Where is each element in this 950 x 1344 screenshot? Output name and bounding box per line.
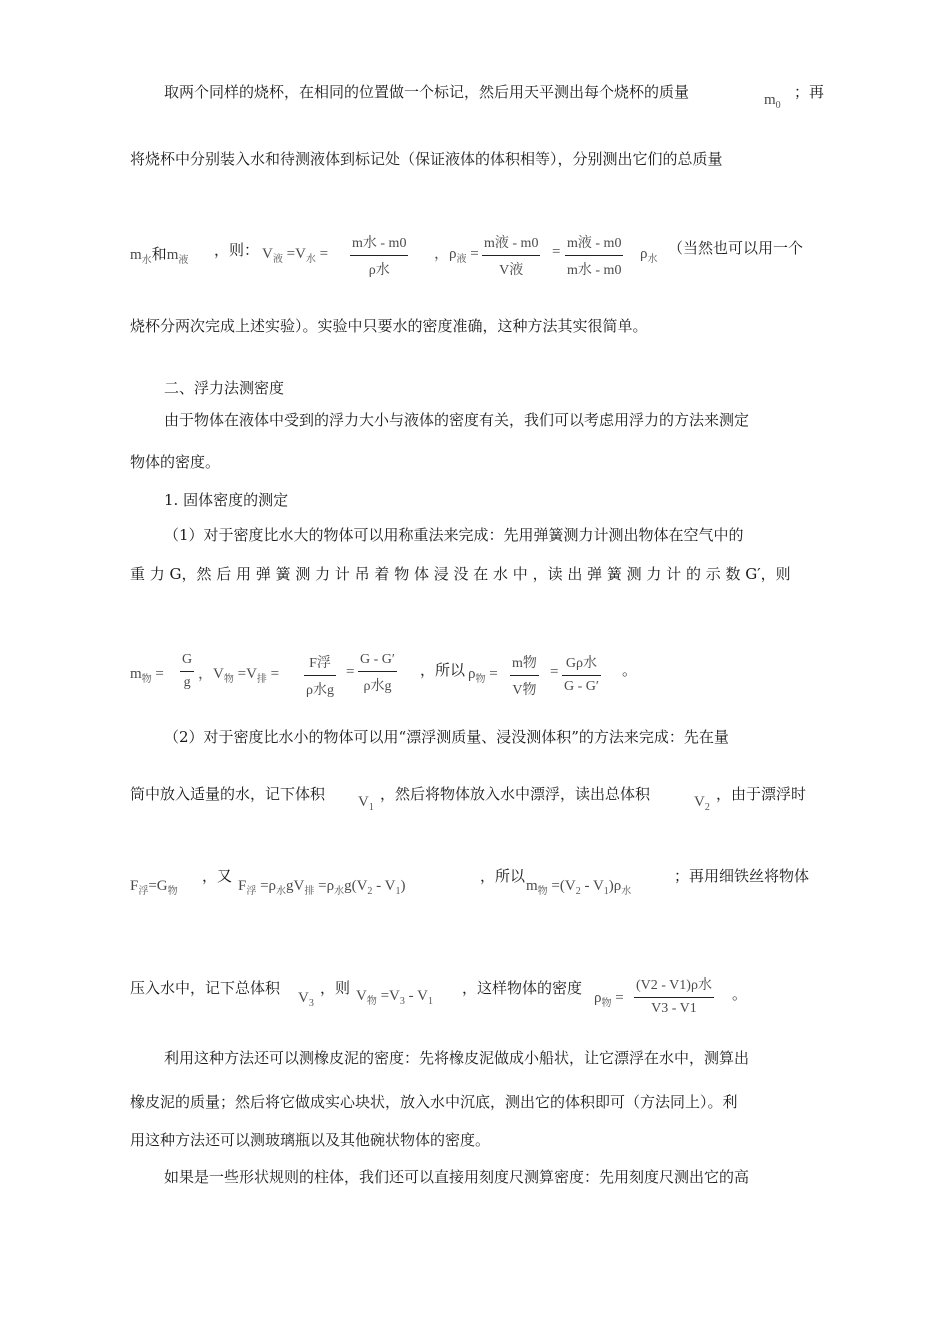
fraction-numerator: G — [182, 652, 193, 667]
symbol-V2 — [694, 792, 710, 814]
fraction-denominator: G - G′ — [564, 679, 599, 694]
symbol: m — [526, 878, 538, 894]
symbol: V — [246, 666, 257, 682]
text-run: 和 — [151, 247, 167, 263]
symbol: ρ — [640, 246, 648, 262]
symbol: ρ — [594, 990, 602, 1006]
fraction-ratio — [565, 232, 623, 279]
formula-archimedes — [238, 876, 405, 898]
subscript: 0 — [775, 100, 781, 111]
fraction-numerator: m水 - m0 — [352, 236, 407, 251]
fraction-denominator: ρ水 — [368, 263, 390, 278]
text-run: 取两个同样的烧杯，在相同的位置做一个标记，然后用天平测出每个烧杯的质量 — [164, 83, 690, 101]
subscript: 水 — [276, 886, 287, 897]
text-run: =ρ — [260, 878, 277, 894]
text-run: 筒中放入适量的水，记下体积 — [130, 785, 326, 803]
text-run: ，然后将物体放入水中漂浮，读出总体积 — [380, 785, 651, 803]
text-line — [462, 978, 582, 998]
formula-float-equilibrium — [130, 876, 178, 898]
symbol: m — [166, 247, 179, 263]
text-line — [320, 978, 350, 998]
symbol: ρ — [468, 666, 476, 682]
text-run: （2）对于密度比水小的物体可以用“漂浮测质量、浸没测体积”的方法来完成：先在量 — [164, 728, 729, 746]
text-run: - V — [404, 988, 428, 1004]
fraction-weight-diff — [358, 652, 397, 695]
text-run: 烧杯分两次完成上述实验）。实验中只要水的密度准确，这种方法其实很简单。 — [130, 317, 648, 335]
subscript: 液 — [178, 255, 189, 266]
symbol: F — [130, 878, 139, 894]
symbol: F — [238, 878, 247, 894]
text-line — [164, 1167, 749, 1187]
subsection-heading — [164, 490, 288, 510]
text-run: - V — [580, 878, 604, 894]
fraction-numerator: m物 — [512, 656, 537, 671]
text-run: 由于物体在液体中受到的浮力大小与液体的密度有关，我们可以考虑用浮力的方法来测定 — [164, 411, 750, 429]
text-line — [202, 866, 232, 886]
text-run: ， — [434, 246, 450, 262]
subscript: 水 — [334, 886, 345, 897]
fraction-denominator: m水 - m0 — [567, 263, 622, 278]
symbol: m — [130, 247, 142, 263]
equals-sign: = — [550, 664, 559, 680]
text-run: 重 力 G，然 后 用 弹 簧 测 力 计 吊 着 物 体 浸 没 在 水 中 ，读 出 弹 簧 测 力 计 的 示 数 G′，则 — [130, 565, 791, 583]
symbol: m — [130, 666, 142, 682]
text-line — [674, 866, 809, 886]
text-run: ，这样物体的密度 — [462, 979, 583, 997]
symbol: V — [298, 990, 309, 1006]
text-line — [130, 1092, 738, 1112]
fraction-numerator: (V2 - V1)ρ水 — [636, 978, 712, 993]
fraction-numerator: Gρ水 — [565, 656, 598, 671]
fraction-numerator: F浮 — [309, 656, 331, 671]
text-line — [130, 149, 723, 169]
formula-density-float: $\rho_物$ = — [594, 990, 624, 1009]
fraction-denominator: ρ水g — [363, 679, 392, 694]
text-run: =(V — [551, 878, 576, 894]
text-line — [716, 784, 806, 804]
text-run: 利用这种方法还可以测橡皮泥的密度：先将橡皮泥做成小船状，让它漂浮在水中，测算出 — [164, 1049, 750, 1067]
subscript: 物 — [141, 674, 152, 685]
formula-mass-float — [526, 876, 631, 898]
symbol: V — [358, 794, 369, 810]
symbol: V — [694, 794, 705, 810]
text-line — [732, 984, 747, 1004]
subscript: 3 — [308, 998, 314, 1009]
subscript: 物 — [167, 886, 178, 897]
subscript: 2 — [704, 802, 710, 813]
subscript: 浮 — [246, 886, 257, 897]
text-run: ，又 — [202, 867, 233, 885]
heading-text: 1. 固体密度的测定 — [164, 491, 289, 509]
subscript: 1 — [603, 886, 609, 897]
text-run: 物体的密度。 — [130, 453, 221, 471]
text-run: )ρ — [608, 878, 622, 894]
text-run: ，所以 — [420, 661, 466, 679]
fraction-denominator: g — [183, 675, 191, 690]
text-line — [214, 240, 259, 260]
fraction-result — [562, 652, 601, 695]
text-run: =ρ — [318, 878, 335, 894]
symbol: V — [295, 246, 306, 262]
subscript: 物 — [601, 998, 612, 1009]
formula-density: ，$\rho_液$ = — [434, 246, 479, 265]
subscript: 2 — [575, 886, 581, 897]
subscript: 水 — [305, 254, 316, 265]
text-line — [130, 1130, 490, 1150]
fraction-density — [482, 232, 540, 279]
symbol: V — [262, 246, 273, 262]
text-line — [164, 1048, 749, 1068]
text-line — [130, 978, 280, 998]
text-run: =G — [148, 878, 168, 894]
text-run: g(V — [344, 878, 368, 894]
fraction-numerator: G - G′ — [360, 652, 395, 667]
subscript: 1 — [368, 802, 374, 813]
subscript: 2 — [367, 886, 373, 897]
symbol: ρ — [449, 246, 457, 262]
fraction-density-float — [634, 974, 714, 1017]
text-run: =V — [380, 988, 400, 1004]
text-line — [794, 82, 824, 102]
text-line — [130, 316, 648, 336]
heading-text: 二、浮力法测密度 — [164, 379, 285, 397]
text-line — [380, 784, 650, 804]
fraction-denominator: ρ水g — [306, 683, 334, 698]
text-line — [164, 727, 729, 747]
text-run: ) — [400, 878, 406, 894]
text-run: （1）对于密度比水大的物体可以用称重法来完成：先用弹簧测力计测出物体在空气中的 — [164, 526, 744, 544]
subscript: 排 — [256, 674, 267, 685]
subscript: 3 — [399, 996, 405, 1007]
text-run: ，由于漂浮时 — [716, 785, 807, 803]
formula-density-solid: $\rho_物$ = — [468, 666, 498, 685]
equals-sign: = — [346, 664, 355, 680]
text-run: 将烧杯中分别装入水和待测液体到标记处（保证液体的体积相等），分别测出它们的总质量 — [130, 150, 723, 168]
symbol-V3 — [298, 988, 314, 1010]
text-line — [420, 660, 465, 680]
text-line — [480, 866, 525, 886]
text-line — [622, 660, 637, 680]
text-run: - V — [372, 878, 396, 894]
text-run: 如果是一些形状规则的柱体，我们还可以直接用刻度尺测算密度：先用刻度尺测出它的高 — [164, 1168, 750, 1186]
text-line — [130, 784, 325, 804]
text-run: 用这种方法还可以测玻璃瓶以及其他碗状物体的密度。 — [130, 1131, 491, 1149]
subscript: 物 — [366, 996, 377, 1007]
text-run: （当然也可以用一个 — [668, 239, 804, 257]
subscript: 水 — [647, 254, 658, 265]
text-run: ，所以 — [480, 867, 526, 885]
text-run: ；再 — [794, 83, 825, 101]
text-run: ，则 — [320, 979, 351, 997]
subscript: 液 — [272, 254, 283, 265]
formula-mass-labels — [130, 245, 188, 267]
fraction-denominator: V液 — [499, 263, 524, 278]
text-line — [164, 82, 689, 102]
formula-volume-object — [356, 986, 433, 1008]
symbol: m — [764, 92, 776, 108]
subscript: 物 — [537, 886, 548, 897]
subscript: 1 — [427, 996, 433, 1007]
fraction-numerator: m液 - m0 — [484, 236, 539, 251]
fraction-G-over-g — [180, 652, 194, 691]
fraction-volume — [350, 232, 408, 279]
formula-volume-displaced: ，$V_物 =V_排$ = — [198, 666, 280, 685]
fraction-buoyancy — [304, 652, 336, 699]
text-line — [130, 564, 791, 584]
text-line — [164, 410, 749, 430]
symbol-V1 — [358, 792, 374, 814]
text-run: gV — [286, 878, 305, 894]
text-line — [130, 452, 220, 472]
text-run: ，则： — [214, 241, 260, 259]
text-run: 压入水中，记下总体积 — [130, 979, 281, 997]
subscript: 1 — [395, 886, 401, 897]
subscript: 物 — [475, 674, 486, 685]
formula-volume: $V_液 =V_水$ = — [262, 246, 329, 265]
text-run: ；再用细铁丝将物体 — [674, 867, 810, 885]
fraction-m-over-V — [510, 652, 539, 699]
text-run: 。 — [622, 661, 638, 679]
fraction-denominator: V3 - V1 — [651, 1001, 697, 1016]
formula-mass: $m_物$ = — [130, 666, 164, 685]
text-run: 。 — [732, 985, 748, 1003]
fraction-denominator: V物 — [512, 683, 537, 698]
symbol: V — [356, 988, 367, 1004]
text-line — [668, 238, 803, 258]
equals-sign: = — [552, 244, 561, 260]
subscript: 水 — [621, 886, 632, 897]
text-run: 橡皮泥的质量；然后将它做成实心块状，放入水中沉底，测出它的体积即可（方法同上）。利 — [130, 1093, 738, 1111]
subscript: 液 — [456, 254, 467, 265]
section-heading — [164, 378, 284, 398]
symbol: V — [213, 666, 224, 682]
subscript: 水 — [141, 255, 152, 266]
fraction-numerator: m液 - m0 — [567, 236, 622, 251]
text-line — [164, 525, 744, 545]
subscript: 浮 — [138, 886, 149, 897]
subscript: 物 — [223, 674, 234, 685]
symbol-m0 — [764, 90, 781, 112]
subscript: 排 — [304, 886, 315, 897]
symbol-rho-water — [640, 244, 658, 266]
